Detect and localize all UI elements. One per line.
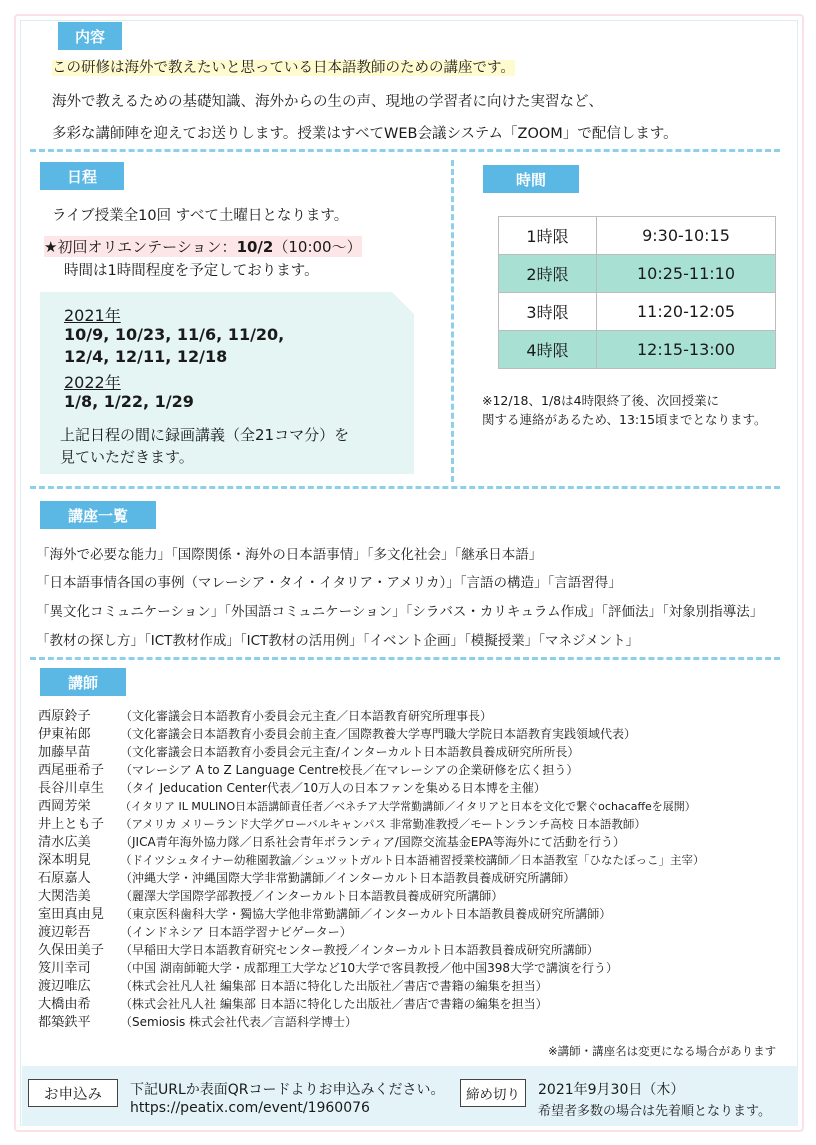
orientation-date: 10/2 [236,238,274,256]
instructor-name: 加藤早苗 [38,745,91,760]
time-range-cell: 9:30-10:15 [597,217,776,255]
course-line: 「教材の探し方」「ICT教材作成」「ICT教材の活用例」「イベント企画」「模擬授業」「マネジメント」 [36,633,640,649]
recording-line-1: 上記日程の間に録画講義（全21コマ分）を [60,426,350,444]
course-line: 「異文化コミュニケーション」「外国語コミュニケーション」「シラバス・カリキュラム作成」「評価法」「対象別指導法」 [36,604,764,620]
instructor-name: 室田真由見 [38,907,104,922]
courses-section-tag: 講座一覧 [40,501,156,529]
time-row [499,255,776,293]
instructor-desc: （インドネシア 日本語学習ナビゲーター） [120,925,352,939]
instructor-name: 西尾亜希子 [38,763,104,778]
divider [30,486,780,489]
instructor-desc: （タイ Jeducation Center代表／10万人の日本ファンを集める日本博を主催） [120,781,546,795]
time-section-tag: 時間 [483,165,579,193]
time-table [498,216,776,369]
instructor-desc: （文化審議会日本語教育小委員会元主査/インターカルト日本語教員養成研究所所長） [120,745,580,759]
instructor-desc: （東京医科歯科大学・獨協大学他非常勤講師／インターカルト日本語教員養成研究所講師） [120,907,612,921]
instructor-row [38,762,578,779]
time-note-line-1: ※12/18、1/8は4時限終了後、次回授業に [482,393,720,408]
orientation-line: ★初回オリエンテーション：10/2（10:00～） [44,238,362,256]
instructor-desc: （マレーシア A to Z Language Centre校長／在マレーシアの企業研修を広く担う） [120,763,579,777]
content-line-2: 海外で教えるための基礎知識、海外からの生の声、現地の学習者に向けた実習など、 [52,94,603,110]
instructor-desc: （ドイツシュタイナー幼稚園教諭／シュツットガルト日本語補習授業校講師／日本語教室「ひなたぼっこ」主宰） [120,853,705,867]
instructor-row [38,942,599,959]
schedule-section-tag: 日程 [40,162,124,190]
instructor-change-note: ※講師・講座名は変更になる場合があります [548,1044,777,1058]
deadline-date: 2021年9月30日（木） [538,1082,685,1098]
time-row [499,293,776,331]
instructor-row [38,960,618,977]
instructor-desc: （Semiosis 株式会社代表／言語科学博士） [120,1015,358,1029]
instructor-row [38,816,646,833]
divider [30,657,780,660]
instructor-name: 西岡芳栄 [38,799,91,814]
instructor-desc: （文化審議会日本語教育小委員会前主査／国際教養大学専門職大学院日本語教育実践領域代表） [120,727,637,741]
time-row [499,331,776,369]
instructor-name: 西原鈴子 [38,709,91,724]
instructor-row [38,870,575,887]
instructor-name: 大橋由希 [38,997,91,1012]
deadline-note: 希望者多数の場合は先着順となります。 [538,1104,771,1119]
instructor-row [38,798,696,815]
time-range-cell: 12:15-13:00 [597,331,776,369]
instructor-name: 大関浩美 [38,889,91,904]
content-line-3: 多彩な講師陣を迎えてお送りします。授業はすべてWEB会議システム「ZOOM」で配信します。 [52,126,678,142]
deadline-label-box: 締め切り [460,1079,526,1107]
instructor-name: 深本明見 [38,853,91,868]
duration-note: 時間は1時間程度を予定しております。 [64,263,319,279]
apply-url[interactable]: https://peatix.com/event/1960076 [130,1100,370,1116]
divider-vertical [451,160,454,482]
period-cell: 1時限 [499,217,597,255]
time-note-line-2: 関する連絡があるため、13:15頃までとなります。 [482,412,767,427]
instructor-row [38,1014,357,1031]
instructor-name: 久保田美子 [38,943,104,958]
year-2021: 2021年 [64,306,121,325]
time-row [499,217,776,255]
instructor-desc: （アメリカ メリーランド大学グローバルキャンパス 非常勤准教授／モートンランチ高校 日本語教師） [120,817,646,831]
instructor-row [38,888,503,905]
instructors-section-tag: 講師 [40,668,126,696]
apply-label-box: お申込み [28,1079,118,1107]
instructor-desc: （沖縄大学・沖縄国際大学非常勤講師／インターカルト日本語教員養成研究所講師） [120,871,576,885]
instructor-name: 笈川幸司 [38,961,91,976]
instructor-row [38,834,625,851]
instructor-desc: （株式会社凡人社 編集部 日本語に特化した出版社／書店で書籍の編集を担当） [120,979,548,993]
instructor-name: 渡辺唯広 [38,979,91,994]
year-2022: 2022年 [64,373,121,392]
time-range-cell: 10:25-11:10 [597,255,776,293]
time-range-cell: 11:20-12:05 [597,293,776,331]
instructor-row [38,744,579,761]
instructor-name: 長谷川卓生 [38,781,104,796]
apply-text: 下記URLか表面QRコードよりお申込みください。 [130,1082,445,1098]
instructor-name: 井上とも子 [38,817,104,832]
period-cell: 2時限 [499,255,597,293]
instructor-desc: （イタリア IL MULINO日本語講師責任者／ベネチア大学常勤講師／イタリアと日本を文化で繋ぐochacaffeを展開） [120,800,696,813]
schedule-intro: ライブ授業全10回 すべて土曜日となります。 [52,208,349,224]
period-cell: 4時限 [499,331,597,369]
instructor-name: 渡辺彰吾 [38,925,91,940]
instructor-desc: （麗澤大学国際学部教授／インターカルト日本語教員養成研究所講師） [120,889,504,903]
instructor-desc: （文化審議会日本語教育小委員会元主査／日本語教育研究所理事長） [120,709,493,723]
instructor-row [38,726,636,743]
period-cell: 3時限 [499,293,597,331]
instructor-name: 清水広美 [38,835,91,850]
dates-2021-line-1: 10/9, 10/23, 11/6, 11/20, [64,325,285,344]
instructor-row [38,924,352,941]
content-line-1: この研修は海外で教えたいと思っている日本語教師のための講座です。 [52,60,515,76]
recording-line-2: 見ていただきます。 [60,448,194,466]
dates-2022-line-1: 1/8, 1/22, 1/29 [64,392,194,411]
instructor-name: 石原嘉人 [38,871,91,886]
instructor-desc: （株式会社凡人社 編集部 日本語に特化した出版社／書店で書籍の編集を担当） [120,997,548,1011]
instructor-desc: （中国 湖南師範大学・成都理工大学など10大学で客員教授／他中国398大学で講演を行う） [120,961,618,975]
divider [30,149,780,152]
instructor-name: 都築鉄平 [38,1015,91,1030]
dates-2021-line-2: 12/4, 12/11, 12/18 [64,347,228,366]
instructor-desc: （JICA青年海外協力隊／日系社会青年ボランティア/国際交流基金EPA等海外にて活動を行う） [120,835,626,849]
instructor-row [38,852,705,869]
instructor-row [38,780,546,797]
course-line: 「海外で必要な能力」「国際関係・海外の日本語事情」「多文化社会」「継承日本語」 [36,547,543,563]
content-section-tag: 内容 [58,22,122,50]
instructor-row [38,708,492,725]
course-line: 「日本語事情各国の事例（マレーシア・タイ・イタリア・アメリカ）」「言語の構造」「言語習得」 [36,575,622,591]
instructor-row [38,906,611,923]
instructor-desc: （早稲田大学日本語教育研究センター教授／インターカルト日本語教員養成研究所講師） [120,943,599,957]
instructor-name: 伊東祐郎 [38,727,91,742]
instructor-row [38,978,548,995]
instructor-row [38,996,548,1013]
